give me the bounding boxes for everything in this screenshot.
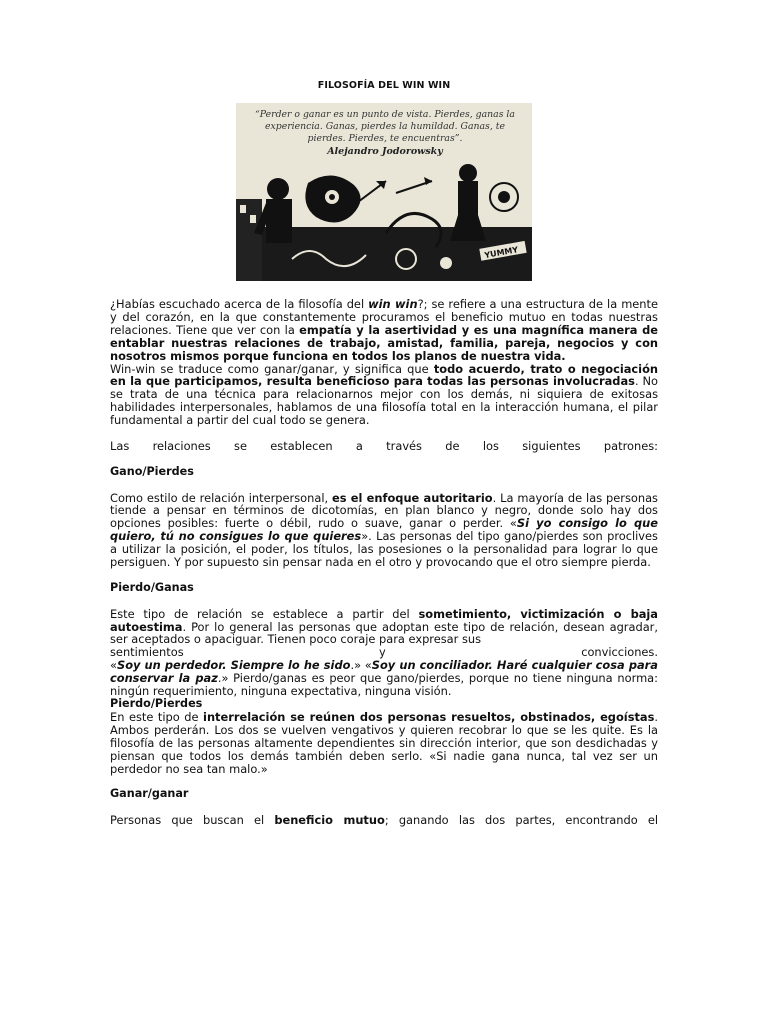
gano-text-1: Como estilo de relación interpersonal,: [110, 490, 333, 505]
intro-text-2: ?; se refiere a una estructura de la mente y del corazón, en la que constantemente procuramos el beneficio mutuo en todas nuestras relaciones. Tiene que ver con la: [110, 297, 659, 337]
pierdo-pierdes-paragraph: [110, 711, 658, 776]
word-y: y: [379, 645, 386, 660]
intro-bold-1: empatía y la asertividad y es una magnífica manera de entablar nuestras relaciones de trabajo, amistad, familia, pareja, negocios y con nosotros mismos porque funciona en todos los planos de nuestra vida: [110, 322, 659, 363]
document-title: FILOSOFÍA DEL WIN WIN: [317, 80, 451, 91]
pp-text-2: . Ambos perderán. Los dos se vuelven vengativos y quieren recobrar lo que se les quite. Es la filosofía de las personas altamente dependientes sin dirección interior, que son desdichadas y piensan que todos los demás también deben serlo. «Si nadie gana nunca, tal vez ser un perdedor no sea tan malo.»: [110, 709, 659, 776]
intro-text-1: ¿Habías escuchado acerca de la filosofía del: [110, 297, 369, 311]
pierdo-text-1: Este tipo de relación se establece a partir del: [110, 606, 419, 621]
heading-ganar-ganar: Ganar/ganar: [110, 787, 189, 801]
pierdo-paragraph-2: [110, 659, 658, 698]
ganar-text-2: ; ganando las dos partes, encontrando el: [384, 813, 658, 828]
gano-quote: Si yo consigo lo que quiero, tú no consigues lo que quieres: [110, 516, 658, 544]
intro-text-4: . No se trata de una técnica para relacionarnos mejor con los demás, ni siquiera de exitosas habilidades interpersonales, hablamos de una filosofía total en la interacción humana, el pilar fundamental a partir del cual todo se genera.: [110, 374, 658, 428]
pierdo-quote-2: Soy un conciliador. Haré cualquier cosa para conservar la paz: [110, 658, 658, 686]
pp-text-1: En este tipo de: [110, 709, 204, 724]
ganar-paragraph: [110, 814, 658, 827]
document-page: [110, 80, 658, 827]
quote-text: “Perder o ganar es un punto de vista. Pierdes, ganas la experiencia. Ganas, pierdes la humildad. Ganas, te pierdes. Pierdes, te encuentras”.: [255, 109, 515, 144]
ganar-bold: beneficio mutuo: [274, 813, 385, 828]
word-sentimientos: sentimientos: [110, 645, 184, 660]
ganar-text-1: Personas que buscan el: [110, 813, 275, 828]
gano-bold: es el enfoque autoritario: [332, 490, 493, 505]
intro-text-3: Win-win se traduce como ganar/ganar, y significa que: [110, 361, 434, 376]
intro-win-win: win win: [368, 297, 418, 311]
pierdo-text-5: .» Pierdo/ganas es peor que gano/pierdes, porque no tiene ninguna norma: ningún requerimiento, ninguna expectativa, ninguna visión.: [110, 671, 658, 699]
pp-bold: interrelación se reúnen dos personas resueltos, obstinados, egoístas: [203, 709, 655, 724]
sign-text: YUMMY: [483, 245, 519, 261]
pierdo-text-4: .» «: [350, 658, 372, 673]
doodle-drawing: [236, 163, 532, 281]
intro-period: .: [561, 348, 566, 363]
intro-bold-2: todo acuerdo, trato o negociación en la que participamos, resulta beneficioso para todas las personas involucradas: [110, 361, 659, 389]
pierdo-quote-1: Soy un perdedor. Siempre lo he sido: [116, 658, 351, 673]
heading-pierdo-ganas: Pierdo/Ganas: [110, 580, 194, 594]
illustration: [236, 103, 532, 281]
heading-pierdo-pierdes: Pierdo/Pierdes: [110, 697, 203, 711]
pierdo-paragraph-1: [110, 608, 658, 647]
pierdo-text-3: «: [110, 658, 117, 673]
gano-text-3: ». Las personas del tipo gano/pierdes son proclives a utilizar la posición, el poder, los títulos, las posesiones o la personalidad para lograr lo que persiguen. Y por supuesto sin pensar nada en el otro y provocando que el otro siempre pierda.: [110, 529, 658, 570]
gano-paragraph: [110, 492, 658, 569]
quote-author: Alejandro Jodorowsky: [327, 146, 443, 157]
intro-paragraph: [110, 298, 658, 427]
word-convicciones: convicciones.: [581, 645, 658, 660]
patterns-intro: Las relaciones se establecen a través de los siguientes patrones:: [110, 438, 658, 453]
heading-gano-pierdes: Gano/Pierdes: [110, 464, 194, 478]
gano-text-2: . La mayoría de las personas tiende a pensar en términos de dicotomías, en plan blanco y negro, donde solo hay dos opciones posibles: fuerte o débil, rudo o suave, ganar o perder. «: [110, 490, 658, 531]
pierdo-bold: sometimiento, victimización o baja autoestima: [110, 606, 658, 634]
illustration-quote: [250, 109, 520, 158]
pierdo-text-2: . Por lo general las personas que adoptan este tipo de relación, desean agradar, ser aceptados o apaciguar. Tienen poco coraje para expresar sus: [110, 619, 658, 647]
